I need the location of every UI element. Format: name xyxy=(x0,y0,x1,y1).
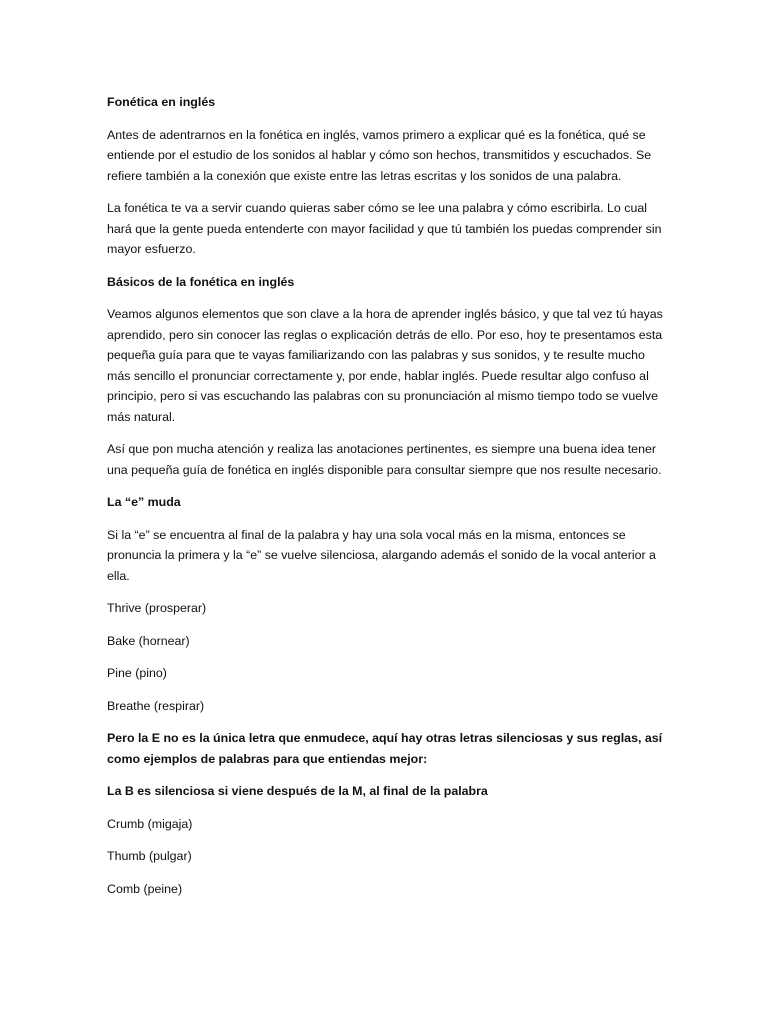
example-word: Breathe (respirar) xyxy=(107,698,205,713)
example-word: Bake (hornear) xyxy=(107,633,190,648)
intro-paragraph-2: La fonética te va a servir cuando quieras saber cómo se lee una palabra y cómo escribirla. Lo cual hará que la gente pueda entenderte con mayor facilidad y que tú también los puedas comprender sin mayor esfuerzo. xyxy=(107,201,662,256)
silent-letters-intro: Pero la E no es la única letra que enmudece, aquí hay otras letras silenciosas y sus reglas, así como ejemplos de palabras para que entiendas mejor: xyxy=(107,731,663,766)
section-silent-e-title: La “e” muda xyxy=(107,495,181,509)
example-word: Thrive (prosperar) xyxy=(107,601,207,615)
document-title: Fonética en inglés xyxy=(107,95,216,109)
intro-paragraph-1: Antes de adentrarnos en la fonética en inglés, vamos primero a explicar qué es la fonética, qué se entiende por el estudio de los sonidos al hablar y cómo son hechos, transmitidos y escuchados. Se refiere también a la conexión que existe entre las letras escritas y los sonidos de una palabra. xyxy=(107,127,652,183)
silent-e-paragraph: Si la “e” se encuentra al final de la palabra y hay una sola vocal más en la misma, entonces se pronuncia la primera y la “e” se vuelve silenciosa, alargando además el sonido de la vocal anterior a ella. xyxy=(107,527,656,583)
example-word: Comb (peine) xyxy=(107,881,183,896)
basics-paragraph-2: Así que pon mucha atención y realiza las anotaciones pertinentes, es siempre una buena idea tener una pequeña guía de fonética en inglés disponible para consultar siempre que nos resulte necesario. xyxy=(107,442,662,477)
document-page xyxy=(107,92,667,911)
basics-paragraph-1: Veamos algunos elementos que son clave a la hora de aprender inglés básico, y que tal vez tú hayas aprendido, pero sin conocer las reglas o explicación detrás de ello. Por eso, hoy te presentamos esta pequeña guía para que te vayas familiarizando con las palabras y sus sonidos, y te resulte mucho más sencillo el pronunciar correctamente y, por ende, hablar inglés. Puede resultar algo confuso al principio, pero si vas escuchando las palabras con su pronunciación al mismo tiempo todo se vuelve más natural. xyxy=(107,307,663,424)
section-silent-b-title: La B es silenciosa si viene después de la M, al final de la palabra xyxy=(107,784,488,798)
example-word: Thumb (pulgar) xyxy=(107,849,192,863)
section-basics-title: Básicos de la fonética en inglés xyxy=(107,274,295,289)
example-word: Pine (pino) xyxy=(107,666,167,680)
example-word: Crumb (migaja) xyxy=(107,816,193,831)
